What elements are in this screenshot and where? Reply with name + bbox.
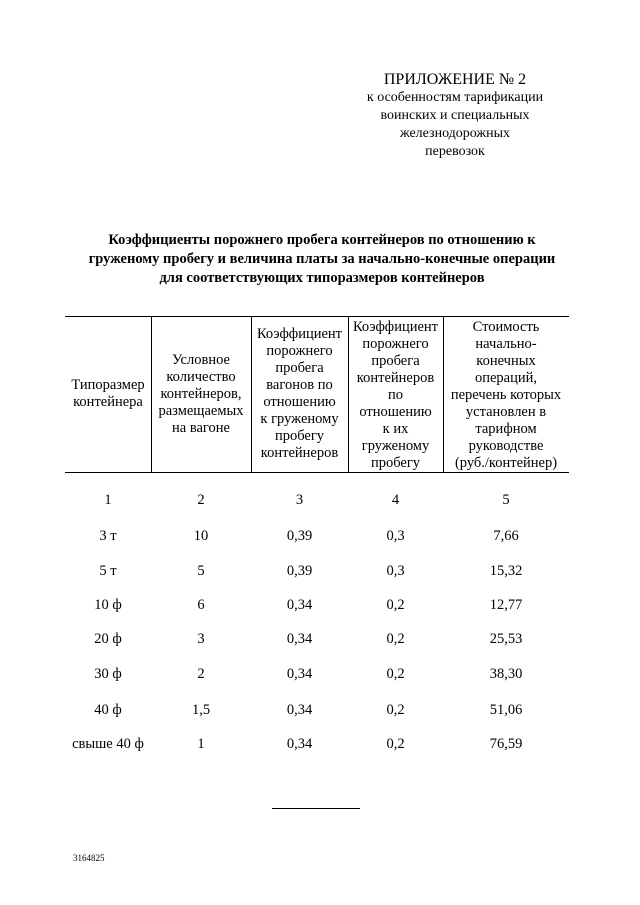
header-line: (руб./контейнер)	[454, 455, 558, 471]
table-cell: 0,34	[286, 666, 313, 682]
table-cell: 6	[197, 597, 205, 613]
header-line: размещаемых	[158, 403, 244, 419]
header-cell-wagon-coef	[251, 326, 348, 462]
header-line: на вагоне	[172, 420, 230, 436]
table-cell: 20 ф	[94, 631, 122, 647]
table-row	[0, 629, 640, 649]
header-line: Условное	[172, 352, 230, 368]
footer-separator	[272, 808, 360, 809]
appendix-subtitle-line: железнодорожных	[399, 126, 511, 141]
table-cell: 3 т	[99, 528, 117, 544]
table-cell: 0,2	[386, 666, 405, 682]
header-line: тарифном	[475, 421, 537, 437]
table-cell: 1	[197, 736, 205, 752]
header-cell-size	[65, 377, 151, 411]
table-cell: 5	[197, 563, 205, 579]
column-number: 3	[295, 492, 304, 508]
table-cell: 0,34	[286, 702, 313, 718]
header-cell-container-coef	[348, 319, 443, 472]
table-cell: 15,32	[489, 563, 523, 579]
table-cell: 7,66	[493, 528, 519, 544]
appendix-block	[330, 70, 580, 161]
document-title-line: Коэффициенты порожнего пробега контейнеров по отношению к	[108, 232, 536, 248]
appendix-subtitle-line: воинских и специальных	[380, 108, 530, 123]
appendix-title: ПРИЛОЖЕНИЕ № 2	[383, 71, 527, 88]
header-line: пробегу	[370, 455, 421, 471]
header-line: к груженому	[260, 411, 339, 427]
table-cell: 0,2	[386, 631, 405, 647]
header-line: отношению	[263, 394, 336, 410]
document-title	[62, 231, 582, 288]
table-row	[0, 595, 640, 615]
header-line: установлен в	[465, 404, 547, 420]
table-cell: 0,34	[286, 597, 313, 613]
table-cell: 0,34	[286, 631, 313, 647]
column-number: 2	[197, 492, 205, 508]
document-title-line: для соответствующих типоразмеров контейнеров	[159, 270, 485, 286]
table-cell: 40 ф	[94, 702, 122, 718]
header-line: контейнеров	[260, 445, 339, 461]
header-line: начально-	[475, 336, 537, 352]
header-line: груженому	[361, 438, 430, 454]
table-cell: 0,3	[386, 528, 405, 544]
table-cell: 1,5	[191, 702, 211, 718]
header-line: пробега	[275, 360, 324, 376]
table-cell: 0,2	[386, 736, 405, 752]
column-number: 1	[104, 492, 112, 508]
appendix-subtitle-line: к особенностям тарификации	[366, 90, 544, 105]
table-cell: 25,53	[489, 631, 523, 647]
table-cell: 0,34	[286, 736, 313, 752]
column-number: 5	[502, 492, 510, 508]
table-cell: 3	[197, 631, 205, 647]
header-line: Коэффициент	[352, 319, 439, 335]
table-cell: 12,77	[489, 597, 523, 613]
header-line: Стоимость	[472, 319, 540, 335]
table-header-top-rule	[65, 316, 569, 317]
header-line: контейнеров,	[160, 386, 242, 402]
table-row	[0, 734, 640, 754]
document-number: 3164825	[73, 853, 105, 863]
table-cell: 51,06	[489, 702, 523, 718]
header-line: Типоразмер	[71, 377, 145, 393]
header-line: пробега	[371, 353, 420, 369]
table-cell: 76,59	[489, 736, 523, 752]
table-cell: 30 ф	[94, 666, 122, 682]
table-cell: 38,30	[489, 666, 523, 682]
table-cell: 5 т	[99, 563, 117, 579]
header-cell-cost	[443, 319, 569, 472]
header-line: контейнера	[73, 394, 143, 410]
header-line: конечных	[476, 353, 536, 369]
header-line: отношению	[359, 404, 432, 420]
document-title-line: груженому пробегу и величина платы за начально-конечные операции	[88, 251, 556, 267]
table-cell: 0,39	[286, 528, 313, 544]
table-cell: 10	[193, 528, 209, 544]
header-line: Коэффициент	[256, 326, 343, 342]
table-header-bottom-rule	[65, 472, 569, 473]
table-cell: 10 ф	[94, 597, 122, 613]
header-line: контейнеров	[356, 370, 435, 386]
table-cell: 0,2	[386, 702, 405, 718]
header-line: перечень которых	[450, 387, 562, 403]
table-cell: 0,2	[386, 597, 405, 613]
table-row	[0, 561, 640, 581]
appendix-subtitle-line: перевозок	[425, 144, 485, 159]
table-row	[0, 700, 640, 720]
header-line: операций,	[474, 370, 538, 386]
header-line: порожнего	[362, 336, 429, 352]
column-number: 4	[391, 492, 400, 508]
table-cell: 0,39	[286, 563, 313, 579]
header-line: вагонов по	[266, 377, 333, 393]
header-cell-count	[151, 352, 251, 437]
header-line: пробегу	[274, 428, 325, 444]
header-line: порожнего	[266, 343, 333, 359]
table-cell: свыше 40 ф	[72, 736, 144, 752]
table-row	[0, 526, 640, 546]
header-line: к их	[382, 421, 409, 437]
table-row	[0, 664, 640, 684]
header-line: руководстве	[468, 438, 544, 454]
column-number-row	[0, 490, 640, 510]
header-line: количество	[166, 369, 236, 385]
table-cell: 2	[197, 666, 205, 682]
table-cell: 0,3	[386, 563, 405, 579]
header-line: по	[387, 387, 403, 403]
